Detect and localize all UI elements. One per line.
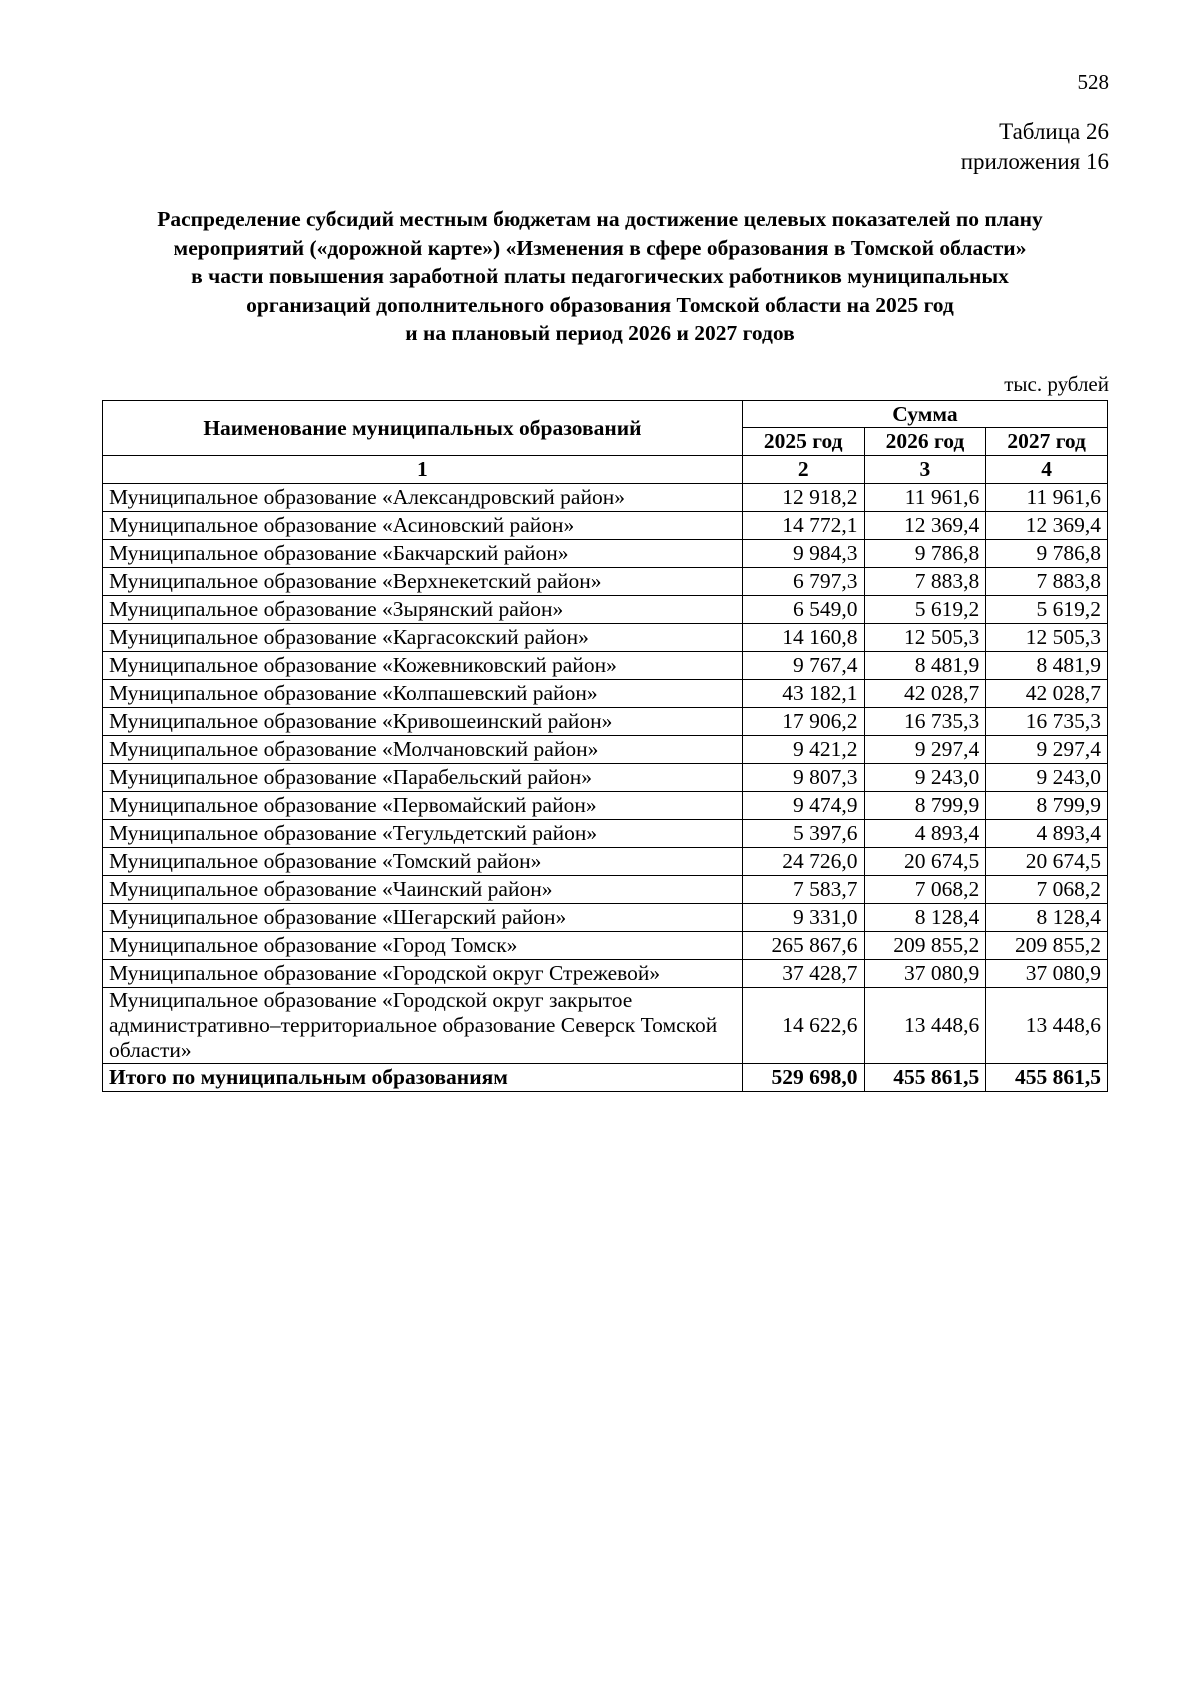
value-2027: 37 080,9 [986, 960, 1108, 988]
value-2025: 14 160,8 [742, 624, 864, 652]
municipality-name: Муниципальное образование «Томский район» [103, 848, 743, 876]
value-2027: 9 786,8 [986, 540, 1108, 568]
value-2025: 6 797,3 [742, 568, 864, 596]
value-2026: 11 961,6 [864, 484, 986, 512]
value-2027: 42 028,7 [986, 680, 1108, 708]
column-number: 3 [864, 456, 986, 484]
table-reference [961, 117, 1109, 177]
table-row [103, 736, 1108, 764]
value-2026: 8 481,9 [864, 652, 986, 680]
value-2027: 12 369,4 [986, 512, 1108, 540]
value-2025: 9 331,0 [742, 904, 864, 932]
value-2027: 11 961,6 [986, 484, 1108, 512]
value-2026: 8 799,9 [864, 792, 986, 820]
municipality-name: Муниципальное образование «Кривошеинский район» [103, 708, 743, 736]
total-2027: 455 861,5 [986, 1064, 1108, 1092]
table-row [103, 932, 1108, 960]
municipality-name: Муниципальное образование «Город Томск» [103, 932, 743, 960]
value-2027: 16 735,3 [986, 708, 1108, 736]
value-2026: 4 893,4 [864, 820, 986, 848]
value-2027: 8 481,9 [986, 652, 1108, 680]
value-2025: 9 807,3 [742, 764, 864, 792]
value-2026: 12 369,4 [864, 512, 986, 540]
value-2027: 4 893,4 [986, 820, 1108, 848]
value-2027: 5 619,2 [986, 596, 1108, 624]
table-row [103, 512, 1108, 540]
header-year-2027: 2027 год [986, 428, 1108, 456]
table-row [103, 988, 1108, 1064]
value-2026: 5 619,2 [864, 596, 986, 624]
value-2027: 209 855,2 [986, 932, 1108, 960]
value-2025: 12 918,2 [742, 484, 864, 512]
value-2025: 7 583,7 [742, 876, 864, 904]
municipality-name: Муниципальное образование «Первомайский район» [103, 792, 743, 820]
municipality-name: Муниципальное образование «Верхнекетский район» [103, 568, 743, 596]
table-row [103, 764, 1108, 792]
value-2027: 9 243,0 [986, 764, 1108, 792]
document-title [100, 205, 1100, 348]
municipality-name: Муниципальное образование «Каргасокский район» [103, 624, 743, 652]
title-line: организаций дополнительного образования Томской области на 2025 год [246, 292, 954, 317]
subsidy-table [102, 400, 1108, 1092]
value-2025: 37 428,7 [742, 960, 864, 988]
municipality-name: Муниципальное образование «Чаинский район» [103, 876, 743, 904]
value-2025: 9 474,9 [742, 792, 864, 820]
value-2026: 37 080,9 [864, 960, 986, 988]
value-2027: 13 448,6 [986, 988, 1108, 1064]
header-year-2025: 2025 год [742, 428, 864, 456]
municipality-name: Муниципальное образование «Александровский район» [103, 484, 743, 512]
value-2026: 20 674,5 [864, 848, 986, 876]
value-2025: 9 984,3 [742, 540, 864, 568]
table-row [103, 820, 1108, 848]
table-row [103, 680, 1108, 708]
value-2027: 7 068,2 [986, 876, 1108, 904]
table-row [103, 540, 1108, 568]
value-2026: 9 786,8 [864, 540, 986, 568]
value-2027: 8 799,9 [986, 792, 1108, 820]
value-2025: 24 726,0 [742, 848, 864, 876]
value-2026: 13 448,6 [864, 988, 986, 1064]
page-number: 528 [1077, 70, 1109, 94]
value-2026: 7 883,8 [864, 568, 986, 596]
table-row [103, 596, 1108, 624]
header-year-2026: 2026 год [864, 428, 986, 456]
value-2027: 7 883,8 [986, 568, 1108, 596]
municipality-name: Муниципальное образование «Бакчарский район» [103, 540, 743, 568]
column-number: 1 [103, 456, 743, 484]
table-row [103, 484, 1108, 512]
municipality-name: Муниципальное образование «Городской округ закрытое административно–территориальное образование Северск Томской области» [103, 988, 743, 1064]
value-2025: 5 397,6 [742, 820, 864, 848]
table-row [103, 792, 1108, 820]
title-line: Распределение субсидий местным бюджетам на достижение целевых показателей по плану [157, 207, 1043, 231]
value-2026: 209 855,2 [864, 932, 986, 960]
title-line: и на плановый период 2026 и 2027 годов [405, 321, 795, 345]
value-2025: 43 182,1 [742, 680, 864, 708]
column-number: 4 [986, 456, 1108, 484]
table-row [103, 568, 1108, 596]
municipality-name: Муниципальное образование «Городской округ Стрежевой» [103, 960, 743, 988]
value-2027: 8 128,4 [986, 904, 1108, 932]
table-row [103, 848, 1108, 876]
units-label: тыс. рублей [1004, 372, 1109, 396]
municipality-name: Муниципальное образование «Зырянский район» [103, 596, 743, 624]
column-number: 2 [742, 456, 864, 484]
table-row [103, 960, 1108, 988]
value-2025: 17 906,2 [742, 708, 864, 736]
value-2025: 265 867,6 [742, 932, 864, 960]
value-2025: 14 622,6 [742, 988, 864, 1064]
value-2026: 42 028,7 [864, 680, 986, 708]
municipality-name: Муниципальное образование «Тегульдетский район» [103, 820, 743, 848]
header-name: Наименование муниципальных образований [103, 401, 743, 456]
municipality-name: Муниципальное образование «Асиновский район» [103, 512, 743, 540]
value-2026: 16 735,3 [864, 708, 986, 736]
title-line: мероприятий («дорожной карте») «Изменения в сфере образования в Томской области» [173, 235, 1027, 260]
value-2026: 8 128,4 [864, 904, 986, 932]
value-2026: 9 297,4 [864, 736, 986, 764]
total-row [103, 1064, 1108, 1092]
title-line: в части повышения заработной платы педагогических работников муниципальных [191, 264, 1009, 288]
table-row [103, 876, 1108, 904]
value-2026: 9 243,0 [864, 764, 986, 792]
value-2025: 9 767,4 [742, 652, 864, 680]
value-2027: 9 297,4 [986, 736, 1108, 764]
value-2025: 6 549,0 [742, 596, 864, 624]
value-2026: 7 068,2 [864, 876, 986, 904]
total-2026: 455 861,5 [864, 1064, 986, 1092]
value-2026: 12 505,3 [864, 624, 986, 652]
value-2027: 20 674,5 [986, 848, 1108, 876]
municipality-name: Муниципальное образование «Молчановский район» [103, 736, 743, 764]
table-body [103, 484, 1108, 1092]
table-row [103, 624, 1108, 652]
municipality-name: Муниципальное образование «Шегарский район» [103, 904, 743, 932]
value-2027: 12 505,3 [986, 624, 1108, 652]
total-2025: 529 698,0 [742, 1064, 864, 1092]
table-row [103, 708, 1108, 736]
table-number: Таблица 26 [999, 119, 1109, 144]
municipality-name: Муниципальное образование «Колпашевский район» [103, 680, 743, 708]
appendix-number: приложения 16 [960, 149, 1109, 174]
municipality-name: Муниципальное образование «Кожевниковский район» [103, 652, 743, 680]
total-label: Итого по муниципальным образованиям [103, 1064, 743, 1092]
value-2025: 9 421,2 [742, 736, 864, 764]
table-row [103, 904, 1108, 932]
municipality-name: Муниципальное образование «Парабельский район» [103, 764, 743, 792]
table-row [103, 652, 1108, 680]
header-sum: Сумма [742, 401, 1107, 428]
value-2025: 14 772,1 [742, 512, 864, 540]
